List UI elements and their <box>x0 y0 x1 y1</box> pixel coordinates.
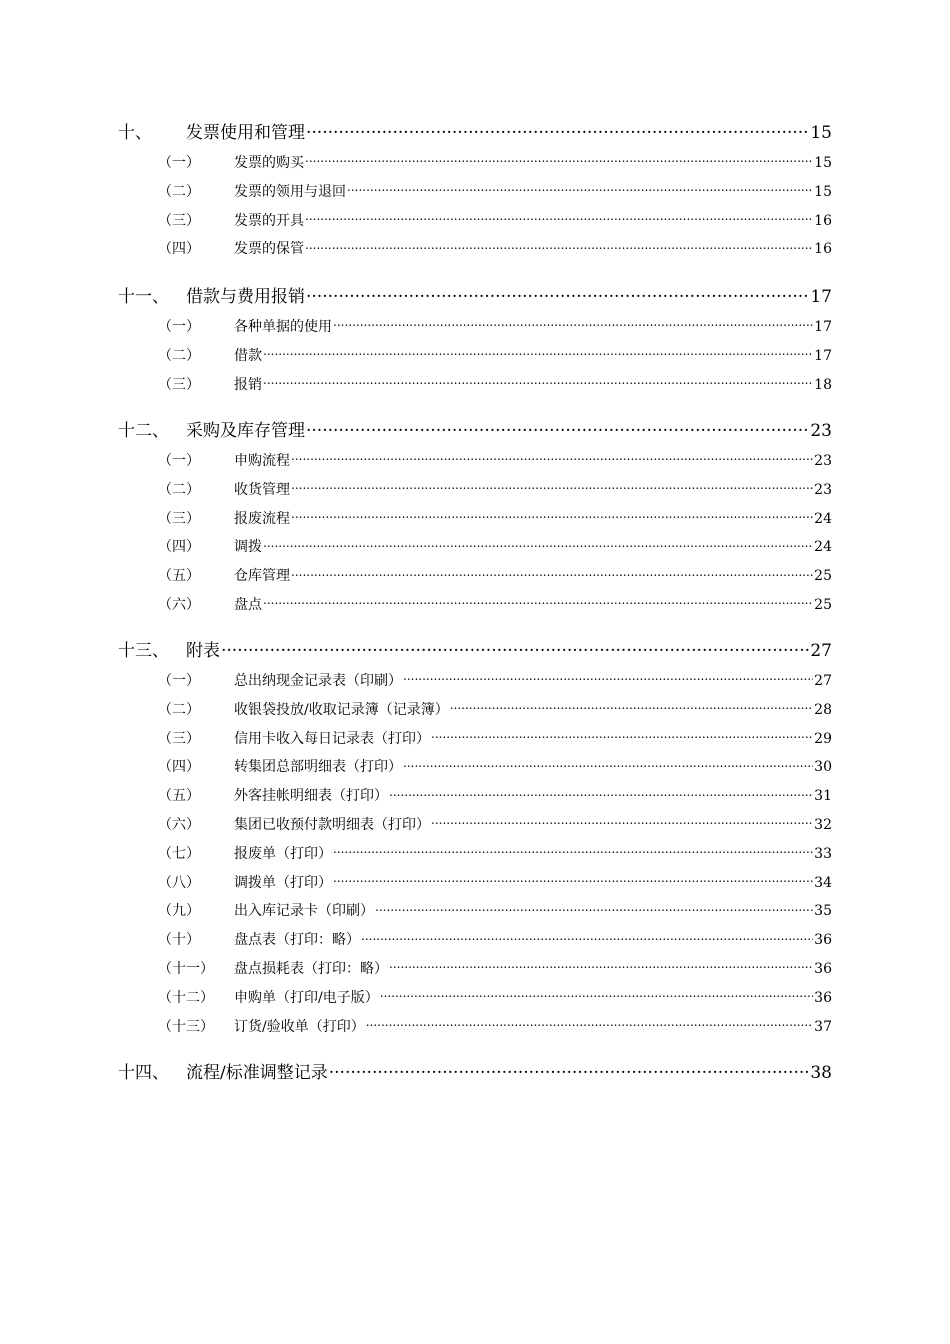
subsection-title: 总出纳现金记录表（印刷） <box>234 673 402 689</box>
dot-leader <box>263 537 813 551</box>
section-number: 十、 <box>118 123 152 143</box>
subsection-number: （八） <box>158 874 200 891</box>
toc-subsection-entry[interactable] <box>158 729 832 749</box>
dot-leader <box>291 451 813 465</box>
page-number: 36 <box>814 989 832 1006</box>
dot-leader <box>361 930 813 944</box>
subsection-title: 调拨 <box>234 539 262 556</box>
dot-leader <box>291 480 813 494</box>
page-number: 23 <box>810 421 832 441</box>
subsection-number: （二） <box>158 347 200 364</box>
dot-leader <box>291 509 813 523</box>
toc-subsection-entry[interactable] <box>158 757 832 777</box>
dot-leader <box>333 873 813 887</box>
section-number: 十三、 <box>118 641 169 661</box>
page-number: 17 <box>814 347 832 364</box>
page-number: 35 <box>814 903 832 920</box>
subsection-number: （四） <box>158 759 200 776</box>
toc-subsection-entry[interactable] <box>158 239 832 259</box>
dot-leader <box>306 121 809 138</box>
toc-subsection-entry[interactable] <box>158 537 832 557</box>
subsection-title: 各种单据的使用 <box>234 319 332 335</box>
toc-subsection-entry[interactable] <box>158 480 832 500</box>
page-number: 30 <box>814 759 832 776</box>
toc-section-entry[interactable] <box>118 419 832 443</box>
dot-leader <box>403 671 813 685</box>
subsection-title: 报废单（打印） <box>234 845 332 862</box>
dot-leader <box>333 844 813 858</box>
page-number: 24 <box>814 510 832 527</box>
subsection-title: 出入库记录卡（印刷） <box>234 903 374 920</box>
subsection-number: （一） <box>158 319 200 335</box>
toc-subsection-entry[interactable] <box>158 595 832 615</box>
page-number: 32 <box>814 817 832 833</box>
toc-subsection-entry[interactable] <box>158 451 832 471</box>
subsection-title: 报废流程 <box>234 510 290 527</box>
page-number: 18 <box>814 376 832 393</box>
dot-leader <box>366 1017 813 1031</box>
page-number: 38 <box>810 1063 832 1083</box>
dot-leader <box>380 988 813 1002</box>
toc-subsection-entry[interactable] <box>158 153 832 173</box>
section-number: 十二、 <box>118 421 169 441</box>
dot-leader <box>305 153 813 167</box>
subsection-number: （二） <box>158 481 200 498</box>
dot-leader <box>375 901 813 915</box>
dot-leader <box>431 729 813 743</box>
subsection-title: 盘点表（打印：略） <box>234 932 360 949</box>
subsection-number: （十一） <box>158 961 214 977</box>
subsection-number: （六） <box>158 597 200 613</box>
dot-leader <box>306 285 809 302</box>
page-number: 27 <box>810 641 832 661</box>
toc-section-entry[interactable] <box>118 639 832 663</box>
page-number: 17 <box>810 287 832 307</box>
toc-section-entry[interactable] <box>118 121 832 145</box>
subsection-title: 盘点损耗表（打印：略） <box>234 961 388 977</box>
subsection-title: 发票的领用与退回 <box>234 183 346 200</box>
subsection-number: （九） <box>158 903 200 920</box>
subsection-title: 外客挂帐明细表（打印） <box>234 788 388 805</box>
subsection-title: 发票的开具 <box>234 212 304 229</box>
dot-leader <box>329 1061 810 1078</box>
page-number: 25 <box>814 597 832 613</box>
subsection-title: 转集团总部明细表（打印） <box>234 759 402 776</box>
page-number: 27 <box>814 673 832 689</box>
page-number: 33 <box>814 845 832 862</box>
dot-leader <box>305 211 813 225</box>
toc-subsection-entry[interactable] <box>158 317 832 337</box>
page-number: 16 <box>814 241 832 258</box>
subsection-title: 调拨单（打印） <box>234 874 332 891</box>
dot-leader <box>333 317 813 331</box>
subsection-title: 信用卡收入每日记录表（打印） <box>234 730 430 747</box>
subsection-number: （十） <box>158 932 200 949</box>
subsection-number: （三） <box>158 212 200 229</box>
section-title: 采购及库存管理 <box>186 421 305 441</box>
page-number: 25 <box>814 568 832 585</box>
dot-leader <box>221 639 809 656</box>
subsection-title: 集团已收预付款明细表（打印） <box>234 817 430 833</box>
toc-subsection-entry[interactable] <box>158 930 832 950</box>
toc-subsection-entry[interactable] <box>158 1017 832 1037</box>
page-number: 16 <box>814 212 832 229</box>
page-number: 31 <box>814 788 832 805</box>
page-number: 34 <box>814 874 832 891</box>
toc-subsection-entry[interactable] <box>158 844 832 864</box>
toc-subsection-entry[interactable] <box>158 375 832 395</box>
subsection-number: （十三） <box>158 1018 214 1035</box>
dot-leader <box>263 375 813 389</box>
toc-subsection-entry[interactable] <box>158 509 832 529</box>
dot-leader <box>389 786 813 800</box>
page-number: 29 <box>814 730 832 747</box>
toc-subsection-entry[interactable] <box>158 815 832 835</box>
subsection-number: （一） <box>158 453 200 469</box>
subsection-title: 发票的保管 <box>234 241 304 258</box>
subsection-title: 收银袋投放/收取记录簿（记录簿） <box>234 701 449 718</box>
toc-subsection-entry[interactable] <box>158 566 832 586</box>
dot-leader <box>431 815 813 829</box>
toc-subsection-entry[interactable] <box>158 988 832 1008</box>
subsection-number: （六） <box>158 817 200 833</box>
section-title: 附表 <box>186 641 220 661</box>
dot-leader <box>305 239 813 253</box>
subsection-number: （十二） <box>158 989 214 1006</box>
subsection-number: （七） <box>158 845 200 862</box>
subsection-number: （三） <box>158 730 200 747</box>
section-number: 十一、 <box>118 287 169 307</box>
page-number: 36 <box>814 932 832 949</box>
toc-section-entry[interactable] <box>118 285 832 309</box>
dot-leader <box>291 566 813 580</box>
toc-subsection-entry[interactable] <box>158 959 832 979</box>
toc-subsection-entry[interactable] <box>158 700 832 720</box>
dot-leader <box>263 346 813 360</box>
subsection-title: 申购流程 <box>234 453 290 469</box>
page-number: 36 <box>814 961 832 977</box>
dot-leader <box>263 595 813 609</box>
dot-leader <box>347 182 813 196</box>
subsection-number: （一） <box>158 155 200 171</box>
page-number: 15 <box>814 155 832 171</box>
section-title: 发票使用和管理 <box>186 123 305 143</box>
toc-section-entry[interactable] <box>118 1061 832 1085</box>
subsection-title: 申购单（打印/电子版） <box>234 989 379 1006</box>
subsection-title: 发票的购买 <box>234 155 304 171</box>
page-number: 23 <box>814 453 832 469</box>
toc-subsection-entry[interactable] <box>158 671 832 691</box>
page-number: 15 <box>814 183 832 200</box>
toc-subsection-entry[interactable] <box>158 873 832 893</box>
subsection-number: （四） <box>158 241 200 258</box>
subsection-title: 盘点 <box>234 597 262 613</box>
page-number: 24 <box>814 539 832 556</box>
subsection-number: （五） <box>158 568 200 585</box>
subsection-title: 报销 <box>234 376 262 393</box>
toc-subsection-entry[interactable] <box>158 182 832 202</box>
dot-leader <box>403 757 813 771</box>
section-title: 借款与费用报销 <box>186 287 305 307</box>
subsection-number: （一） <box>158 673 200 689</box>
subsection-number: （三） <box>158 510 200 527</box>
page-number: 15 <box>810 123 832 143</box>
section-title: 流程/标准调整记录 <box>186 1063 328 1083</box>
subsection-title: 收货管理 <box>234 481 290 498</box>
page-number: 17 <box>814 319 832 335</box>
subsection-number: （二） <box>158 701 200 718</box>
dot-leader <box>306 419 809 436</box>
toc-subsection-entry[interactable] <box>158 786 832 806</box>
subsection-number: （二） <box>158 183 200 200</box>
page-number: 23 <box>814 481 832 498</box>
page-number: 28 <box>814 701 832 718</box>
toc-subsection-entry[interactable] <box>158 346 832 366</box>
toc-subsection-entry[interactable] <box>158 901 832 921</box>
toc-subsection-entry[interactable] <box>158 211 832 231</box>
subsection-title: 借款 <box>234 347 262 364</box>
page-number: 37 <box>814 1018 832 1035</box>
section-number: 十四、 <box>118 1063 169 1083</box>
subsection-number: （五） <box>158 788 200 805</box>
subsection-number: （三） <box>158 376 200 393</box>
subsection-number: （四） <box>158 539 200 556</box>
dot-leader <box>450 700 813 714</box>
subsection-title: 仓库管理 <box>234 568 290 585</box>
subsection-title: 订货/验收单（打印） <box>234 1018 365 1035</box>
dot-leader <box>389 959 813 973</box>
